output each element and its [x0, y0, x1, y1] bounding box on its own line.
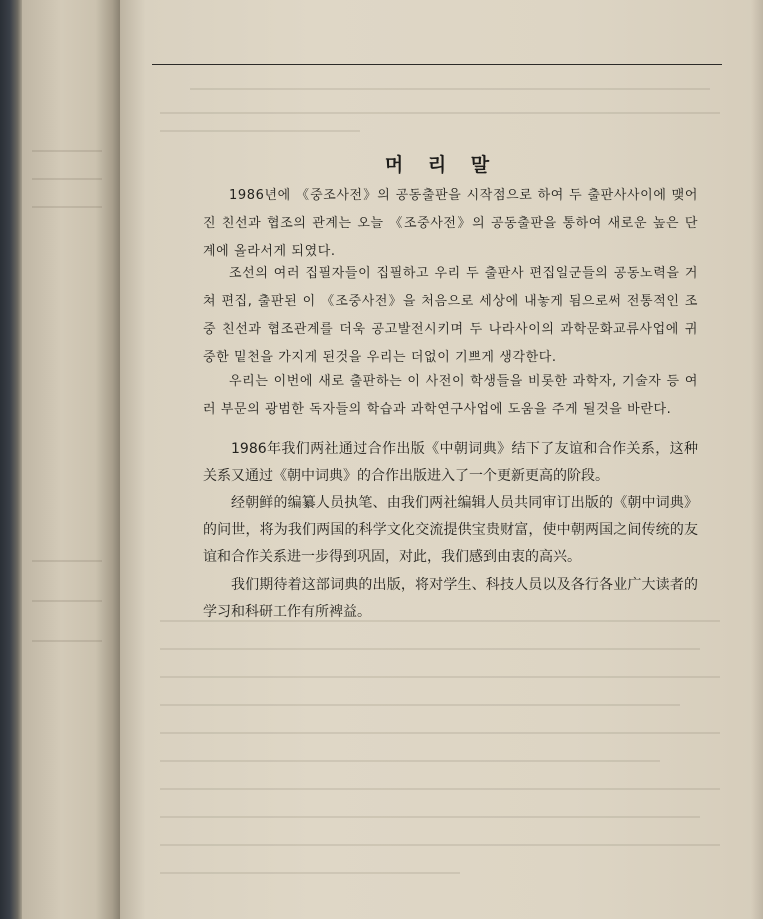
show-through-line: [160, 872, 460, 874]
left-page-ghost-line: [32, 206, 102, 208]
document-page: [120, 0, 763, 919]
show-through-line: [160, 844, 720, 846]
show-through-line: [160, 732, 720, 734]
left-page-ghost-line: [32, 600, 102, 602]
show-through-line: [160, 648, 700, 650]
header-rule: [152, 64, 722, 65]
show-through-line: [160, 816, 700, 818]
korean-paragraph-1: 1986년에 《중조사전》의 공동출판을 시작점으로 하여 두 출판사사이에 맺어진 친선과 협조의 관계는 오늘 《조중사전》의 공동출판을 통하여 새로운 높은 단계에 올라서게 되였다.: [203, 188, 698, 259]
show-through-line: [160, 704, 680, 706]
left-page-edge: [22, 0, 120, 919]
show-through-line: [160, 760, 660, 762]
chinese-paragraph-2: 经朝鲜的编纂人员执笔、由我们两社编辑人员共同审订出版的《朝中词典》的问世，将为我们两国的科学文化交流提供宝贵财富，使中朝两国之间传统的友谊和合作关系进一步得到巩固，对此，我们感到由衷的高兴。: [203, 495, 698, 565]
korean-paragraph-2: 조선의 여러 집필자들이 집필하고 우리 두 출판사 편집일군들의 공동노력을 거쳐 편집, 출판된 이 《조중사전》을 처음으로 세상에 내놓게 됨으로써 전통적인 조중 친선과 협조관계를 더욱 공고발전시키며 두 나라사이의 과학문화교류사업에 귀중한 밑천을 가지게 된것을 우리는 더없이 기쁘게 생각한다.: [203, 266, 698, 365]
chinese-paragraph-1: 1986年我们两社通过合作出版《中朝词典》结下了友谊和合作关系，这种关系又通过《朝中词典》的合作出版进入了一个更新更高的阶段。: [203, 441, 698, 484]
show-through-line: [190, 88, 710, 90]
korean-paragraph-3: 우리는 이번에 새로 출판하는 이 사전이 학생들을 비롯한 과학자, 기술자 등 여러 부문의 광범한 독자들의 학습과 과학연구사업에 도움을 주게 될것을 바란다.: [203, 374, 698, 417]
left-page-ghost-line: [32, 178, 102, 180]
show-through-line: [160, 676, 720, 678]
chinese-paragraph-3: 我们期待着这部词典的出版，将对学生、科技人员以及各行各业广大读者的学习和科研工作有所裨益。: [203, 577, 698, 620]
show-through-line: [160, 130, 360, 132]
book-binding: [0, 0, 22, 919]
show-through-line: [160, 112, 720, 114]
page-title: 머 리 말: [384, 154, 499, 176]
page-edge-shadow: [751, 0, 763, 919]
show-through-line: [160, 788, 720, 790]
left-page-ghost-line: [32, 150, 102, 152]
left-page-ghost-line: [32, 560, 102, 562]
left-page-ghost-line: [32, 640, 102, 642]
